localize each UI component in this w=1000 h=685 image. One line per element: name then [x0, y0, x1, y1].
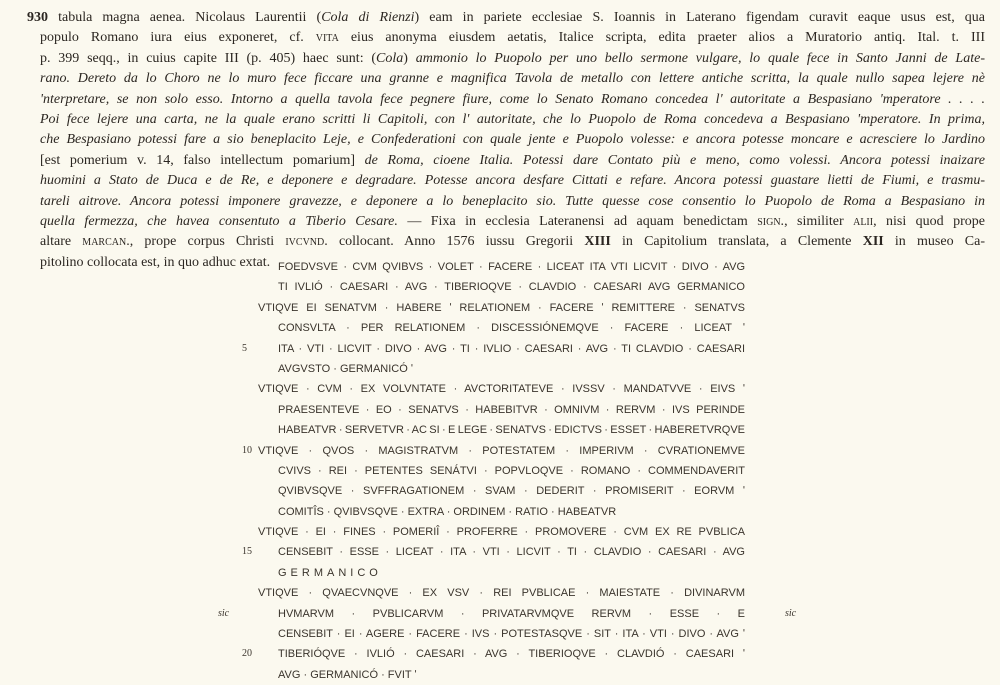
line-number: 20	[242, 648, 252, 660]
text-segment: XII	[862, 234, 884, 250]
inscription-line	[258, 257, 745, 277]
text-segment: quella fermezza, che havea consentuto a Tiberio Cesare.	[40, 213, 398, 229]
text-segment: XIII	[584, 234, 611, 250]
inscription-line	[218, 604, 797, 624]
commentary-line	[27, 49, 985, 69]
inscription-line	[258, 481, 745, 501]
inscription-text: HVMARVM · PVBLICARVM · PRIVATARVMQVE RERVM · ESSE · E	[278, 607, 745, 620]
commentary-line-text	[40, 151, 985, 171]
inscription-line	[258, 522, 745, 542]
text-segment: ammonio lo Puopolo per uno bello sermone vulgare, lo quale fece in Santo Janni de Late-	[415, 50, 985, 66]
inscription-text: CVIVS · REI · PETENTES SENÁTVI · POPVLOQVE · ROMANO · COMMENDAVERIT	[278, 464, 745, 477]
text-segment: rano. Dereto da lo Choro ne lo muro fece ficcare una granne e magnifica Tavola de metallo con lettere antiche scritta, la quale nullo sapea lejere nè	[40, 71, 985, 87]
text-segment: tareli aitrove. Ancora potessi imponere gravezze, e deponere a lo beneplacito sio. Tutte quesse cose consentio lo Puopolo de Roma a Bespasiano in	[40, 193, 985, 209]
text-segment: altare	[40, 234, 83, 250]
inscription-text: CONSVLTA · PER RELATIONEM · DISCESSIÓNEMQVE · FACERE · LICEAT ʹ	[278, 322, 745, 335]
text-segment: in Capitolium translata, a Clemente	[610, 234, 863, 250]
inscription-text: CENSEBIT · EI · AGERE · FACERE · IVS · POTESTASQVE · SIT · ITA · VTI · DIVO · AVG ʹ	[278, 628, 745, 641]
inscription-line	[258, 400, 745, 420]
commentary-line	[27, 90, 985, 110]
sic-annotation-right: sic	[785, 607, 797, 619]
inscription-text: VTIQVE · QVOS · MAGISTRATVM · POTESTATEM · IMPERIVM · CVRATIONEMVE	[258, 444, 745, 457]
inscription-line	[258, 583, 745, 603]
inscription-line	[242, 441, 745, 461]
text-segment: , nisi quod prope	[873, 213, 985, 229]
line-number: 10	[242, 444, 252, 456]
inscription-text: QVIBVSQVE · SVFFRAGATIONEM · SVAM · DEDERIT · PROMISERIT · EORVM ʹ	[278, 485, 745, 498]
line-number: 15	[242, 546, 252, 558]
commentary-line-text	[40, 49, 985, 69]
commentary-line	[27, 110, 985, 130]
text-segment: )	[403, 50, 416, 66]
text-segment: vita	[315, 30, 339, 46]
commentary-line	[27, 171, 985, 191]
commentary-line-with-entry-number	[27, 8, 985, 28]
text-segment: de Roma, cioene Italia. Potessi dare Contato più e meno, como volessi. Ancora potessi inaizare	[364, 152, 986, 168]
inscription-text: ITA · VTI · LICVIT · DIVO · AVG · TI · IVLIO · CAESARI · AVG · TI CLAVDIO · CAESARI	[278, 342, 745, 355]
inscription-text: VTIQVE · QVAECVNQVE · EX VSV · REI PVBLICAE · MAIESTATE · DIVINARVM	[258, 587, 745, 600]
text-segment: [est pomerium v. 14, falso intellectum pomarium]	[40, 152, 365, 168]
inscription-line	[242, 644, 745, 664]
commentary-line-text	[40, 28, 985, 48]
inscription-line	[242, 339, 745, 359]
inscription-line	[258, 420, 745, 440]
commentary-line-text	[40, 130, 985, 150]
text-segment: , similiter	[784, 213, 854, 229]
text-segment: Poi fece lejere una carta, ne la quale erano scritti li Capitoli, con l' autoritate, che lo Puopolo de Roma concedeva a Bespasiano 'mperatore. In prima,	[40, 111, 985, 127]
inscription-line	[258, 318, 745, 338]
inscription-text: GERMANICO	[278, 566, 382, 579]
commentary-line	[27, 192, 985, 212]
inscription-text: HABEATVR · SERVETVR · AC SI · E LEGE · SENATVS · EDICTVS · ESSET · HABERETVRQVE	[278, 424, 745, 437]
inscription-text: COMITÎS · QVIBVSQVE · EXTRA · ORDINEM · RATIO · HABEATVR	[278, 505, 617, 518]
sic-annotation-left: sic	[218, 607, 230, 619]
text-segment: che Bespasiano potessi fare a sio beneplacito Leje, e Confederationi con quale jente e Puopolo volesse: e ancora potesse moncare e acresciere lo Jardino	[40, 132, 985, 148]
inscription-line	[258, 624, 745, 644]
inscription-line	[258, 502, 745, 522]
commentary-line-text	[40, 253, 270, 273]
commentary-line-text	[40, 90, 985, 110]
text-segment: alii	[853, 213, 874, 229]
commentary-line	[27, 28, 985, 48]
text-segment: in museo Ca-	[883, 234, 985, 250]
commentary-paragraph	[27, 8, 985, 273]
commentary-line-text	[40, 232, 985, 252]
commentary-line-text	[40, 192, 985, 212]
inscription-line	[258, 665, 745, 685]
inscription-text: VTIQVE · EI · FINES · POMERIÎ · PROFERRE · PROMOVERE · CVM EX RE PVBLICA	[258, 526, 745, 539]
text-segment: huomini a Stato de Duca e de Re, e deponere e degradare. Potesse ancora desfare Cittati e refare. Ancora potessi guastare lietti de Fiumi, e trasmu-	[40, 173, 985, 189]
inscription-line	[258, 563, 745, 583]
inscription-text: FOEDVSVE · CVM QVIBVS · VOLET · FACERE · LICEAT ITA VTI LICVIT · DIVO · AVG	[278, 261, 745, 273]
text-segment: collocant. Anno 1576 iussu Gregorii	[327, 234, 585, 250]
inscription-text: VTIQVE EI SENATVM · HABERE ʹ RELATIONEM · FACERE ʹ REMITTERE · SENATVS	[258, 301, 745, 314]
commentary-line	[27, 212, 985, 232]
inscription-line	[258, 461, 745, 481]
inscription-text: AVGVSTO · GERMANICÓ ʹ	[278, 362, 413, 375]
commentary-line-text	[40, 212, 985, 232]
commentary-line-text	[40, 171, 985, 191]
text-segment: pitolino collocata est, in quo adhuc extat.	[40, 254, 271, 270]
inscription-text: TIBERIÓQVE · IVLIÓ · CAESARI · AVG · TIBERIOQVE · CLAVDIÓ · CAESARI ʹ	[278, 648, 745, 661]
text-segment: — Fixa in ecclesia Lateranensi ad aquam benedictam	[397, 213, 758, 229]
text-segment: , prope corpus Christi	[129, 234, 286, 250]
commentary-line-text	[40, 110, 985, 130]
inscription-transcription	[218, 257, 797, 685]
inscription-text: AVG · GERMANICÓ · FVIT ʹ	[278, 668, 417, 681]
inscription-line	[258, 298, 745, 318]
text-segment: Cola	[376, 50, 404, 66]
inscription-line	[258, 379, 745, 399]
inscription-text: PRAESENTEVE · EO · SENATVS · HABEBITVR · OMNIVM · RERVM · IVS PERINDE	[278, 403, 745, 416]
text-segment: p. 399 seqq., in cuius capite III (p. 405) haec sunt: (	[40, 50, 377, 66]
inscription-text: VTIQVE · CVM · EX VOLVNTATE · AVCTORITATEVE · IVSSV · MANDATVVE · EIVS ʹ	[258, 383, 745, 396]
inscription-text: TI IVLIÓ · CAESARI · AVG · TIBERIOQVE · CLAVDIO · CAESARI AVG GERMANICO	[278, 281, 745, 294]
commentary-line-text	[27, 8, 985, 28]
line-number: 5	[242, 342, 247, 354]
commentary-line	[27, 151, 985, 171]
inscription-line	[258, 359, 745, 379]
text-segment: marcan.	[82, 234, 130, 250]
text-segment: Cola di Rienzi	[321, 10, 415, 25]
text-segment: ivcvnd.	[285, 234, 328, 250]
inscription-text: CENSEBIT · ESSE · LICEAT · ITA · VTI · LICVIT · TI · CLAVDIO · CAESARI · AVG	[278, 546, 745, 559]
entry-number: 930	[27, 10, 48, 25]
commentary-line	[27, 232, 985, 252]
inscription-line	[258, 277, 745, 297]
commentary-line-text	[40, 69, 985, 89]
inscription-line	[242, 542, 745, 562]
commentary-line	[27, 69, 985, 89]
text-segment: populo Romano iura eius exponeret, cf.	[40, 30, 316, 46]
text-segment: sign.	[757, 213, 785, 229]
text-segment: ) eam in pariete ecclesiae S. Ioannis in Laterano figendam curavit eaque usus est, qua	[414, 10, 985, 25]
text-segment: 'nterpretare, se non solo esso. Intorno a quella tavola fece pegnere fiure, come lo Senato Romano concedea l' autoritate a Bespasiano 'mperatore . . . .	[40, 91, 985, 107]
commentary-line	[27, 130, 985, 150]
text-segment: eius anonyma eiusdem aetatis, Italice scripta, edita praeter alios a Muratorio antiq. Ital. t. III	[338, 30, 985, 46]
text-segment: tabula magna aenea. Nicolaus Laurentii (	[48, 10, 322, 25]
